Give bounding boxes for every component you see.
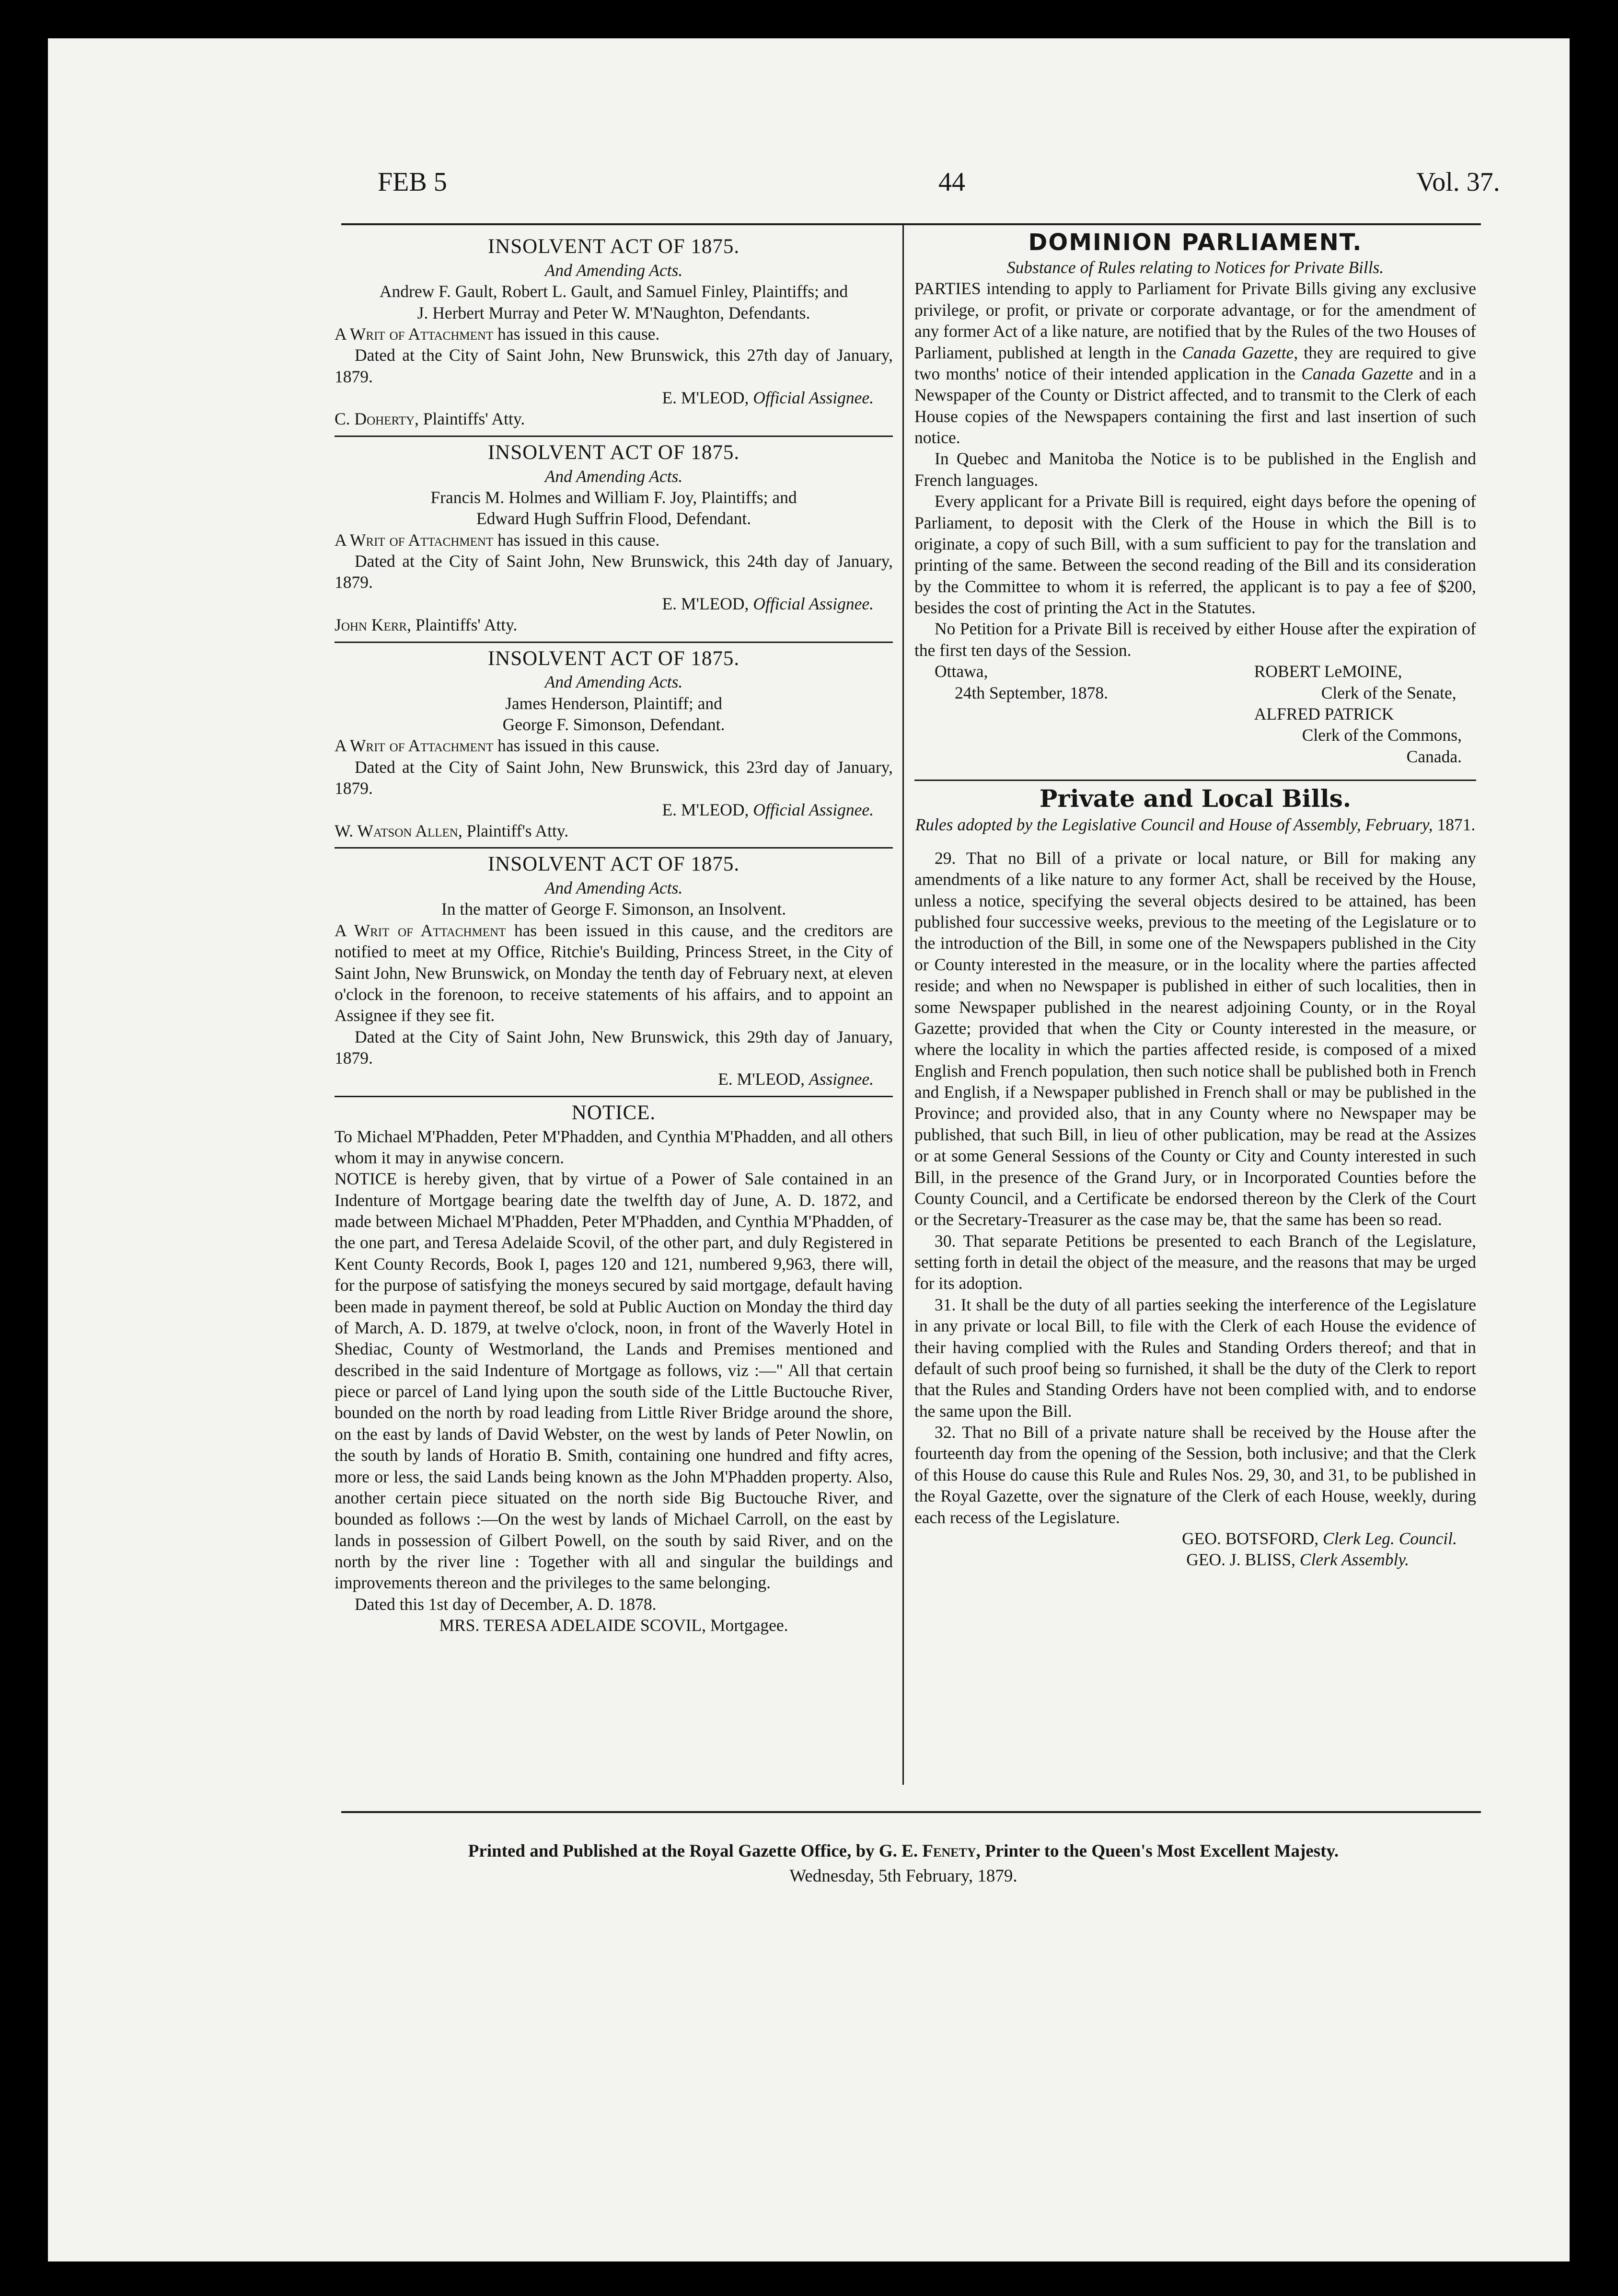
dominion-paragraph-3: Every applicant for a Private Bill is required, eight days before the opening of Parliament, to deposit with the Clerk of the House in which the Bill is to originate, a copy of such Bill, with a sum sufficient to pay for the translation and printing of the same. Between the second reading of the Bill and its consideration by the Committee to whom it is referred, the applicant is to pay a fee of $200, besides the cost of printing the Act in the Statutes. xyxy=(914,492,1476,617)
dominion-paragraph-4: No Petition for a Private Bill is received by either House after the expiration of the first ten days of the Session. xyxy=(914,619,1476,660)
notice-title: INSOLVENT ACT OF 1875. xyxy=(487,235,740,258)
assignee-name: E. M'LEOD, xyxy=(718,1069,809,1089)
private-local-bills-section xyxy=(914,784,1476,1571)
signer-name: GEO. J. BLISS, xyxy=(1186,1550,1300,1570)
notice-parties: Edward Hugh Suffrin Flood, Defendant. xyxy=(476,509,751,528)
writ-label: A Writ of Attachment xyxy=(335,920,506,940)
attorney-name: John Kerr xyxy=(335,615,407,635)
printer-name: Fenety xyxy=(922,1841,976,1861)
notice-parties: George F. Simonson, Defendant. xyxy=(502,715,725,734)
writ-label: A Writ of Attachment xyxy=(335,736,494,756)
dominion-paragraph-2: In Quebec and Manitoba the Notice is to be published in the English and French languages. xyxy=(914,449,1476,490)
notice-title: INSOLVENT ACT OF 1875. xyxy=(487,647,740,670)
right-column xyxy=(914,228,1476,1571)
gazette-name: Canada Gazette xyxy=(1182,343,1294,362)
writ-label: A Writ of Attachment xyxy=(335,530,494,550)
notice-title: INSOLVENT ACT OF 1875. xyxy=(487,853,740,876)
rule-29: 29. That no Bill of a private or local nature, or Bill for making any amendments of a like nature to any former Act, shall be received by the House, unless a notice, specifying the several objects desired to be attained, has been published four successive weeks, previous to the meeting of the Legislature or to the introduction of the Bill, in some one of the Newspapers published in the City or County interested in the measure, or in the locality where the parties affected reside; and when no Newspaper is published in either of such localities, then in some Newspaper published in the nearest adjoining County, or in the Royal Gazette; provided that when the City or County interested in the measure, or where the locality in which the parties affected reside, is composed of a mixed English and French population, then such notice shall be published both in French and English, if a Newspaper published in French shall or may be published in the Province; and provided also, that in any County where no Newspaper may be published, that such Bill, in lieu of other publication, may be read at the Assizes or at some General Sessions of the County or City and County interested in such Bill, in the presence of the Grand Jury, or in Incorporated Counties before the County Council, and a Certificate be endorsed thereon by the Clerk of the Court or the Secretary-Treasurer as the case may be, that the same has been so read. xyxy=(914,848,1476,1229)
notice-parties: James Henderson, Plaintiff; and xyxy=(505,693,722,713)
writ-text: has issued in this cause. xyxy=(493,324,660,344)
signer-name: GEO. BOTSFORD, xyxy=(1182,1528,1323,1548)
notice-title: NOTICE. xyxy=(571,1101,656,1124)
notice-dated: Dated at the City of Saint John, New Brunswick, this 27th day of January, 1879. xyxy=(335,345,893,386)
insolvent-notice-4 xyxy=(335,851,893,1090)
mortgage-sale-notice xyxy=(335,1100,893,1636)
dominion-parliament-section xyxy=(914,228,1476,767)
notice-subtitle: And Amending Acts. xyxy=(544,260,683,280)
footer-rule xyxy=(341,1811,1481,1813)
notice-dated: Dated this 1st day of December, A. D. 1878. xyxy=(355,1594,657,1614)
notice-subtitle: And Amending Acts. xyxy=(544,466,683,486)
insolvent-notice-3 xyxy=(335,646,893,842)
notice-parties: J. Herbert Murray and Peter W. M'Naughton, Defendants. xyxy=(417,303,810,322)
signer-name: ROBERT LeMOINE, xyxy=(1254,662,1402,681)
header-volume: Vol. 37. xyxy=(1416,167,1500,197)
imprint-text: , Printer to the Queen's Most Excellent Majesty. xyxy=(976,1841,1339,1861)
writ-text: has issued in this cause. xyxy=(493,736,660,756)
para-text: and in a Newspaper of the County or District affected, and to transmit to the Clerk of each House copies of the Newspapers containing the first and last insertion of such notice. xyxy=(914,364,1476,447)
date: 24th September, 1878. xyxy=(955,683,1109,702)
notice-addressees: To Michael M'Phadden, Peter M'Phadden, and Cynthia M'Phadden, and all others whom it may in anywise concern. xyxy=(335,1126,893,1167)
notice-dated: Dated at the City of Saint John, New Brunswick, this 24th day of January, 1879. xyxy=(335,551,893,592)
place: Ottawa, xyxy=(935,662,988,681)
signer-role: Clerk Leg. Council. xyxy=(1322,1528,1457,1548)
section-divider xyxy=(335,642,893,643)
attorney-name: W. Watson Allen xyxy=(335,821,458,840)
section-title: Private and Local Bills. xyxy=(1039,784,1352,813)
rule-32: 32. That no Bill of a private nature shall be received by the House after the fourteenth day from the opening of the Session, both inclusive; and that the Clerk of this House do cause this Rule and Rules Nos. 29, 30, and 31, to be published in the Royal Gazette, over the signature of the Clerk of each House, weekly, during each recess of the Legislature. xyxy=(914,1423,1476,1527)
printer-imprint xyxy=(331,1839,1476,1889)
section-subtitle-year: 1871. xyxy=(1437,815,1476,834)
signer-role: Clerk of the Senate, xyxy=(1321,683,1456,702)
dominion-clerks xyxy=(1254,661,1476,767)
dominion-place-date xyxy=(935,661,1108,767)
notice-body: NOTICE is hereby given, that by virtue of a Power of Sale contained in an Indenture of Mortgage bearing date the twelfth day of June, A. D. 1872, and made between Michael M'Phadden, Peter M'Phadden, and Cynthia M'Phadden, of the one part, and Teresa Adelaide Scovil, of the other part, and duly Registered in Kent County Records, Book I, pages 120 and 121, numbered 9,963, there will, for the purpose of satisfying the moneys secured by said mortgage, default having been made in payment thereof, be sold at Public Auction on Monday the third day of March, A. D. 1879, at twelve o'clock, noon, in front of the Waverly Hotel in Shediac, County of Westmorland, the Lands and Premises mentioned and described in the said Indenture of Mortgage as follows, viz :—" All that certain piece or parcel of Land lying upon the south side of the Little Buctouche River, bounded on the north by road leading from Little River Bridge around the shore, on the east by lands of David Webster, on the west by lands of Peter Nowlin, on the south by lands of Horatio B. Smith, containing one hundred and fifty acres, more or less, the said Lands being known as the John M'Phadden property. Also, another certain piece situated on the north side Big Buctouche River, and bounded as follows :—On the west by lands of Michael Carroll, on the east by lands in possession of Gilbert Powell, on the south by said River, and on the north by the river line : Together with all and singular the buildings and improvements thereon and the privileges to the same belonging. xyxy=(335,1169,893,1593)
imprint-date: Wednesday, 5th February, 1879. xyxy=(789,1866,1017,1886)
assignee-role: Official Assignee. xyxy=(753,388,874,407)
section-title: DOMINION PARLIAMENT. xyxy=(1028,229,1363,256)
assignee-name: E. M'LEOD, xyxy=(662,800,753,819)
signer-place: Canada. xyxy=(1406,746,1462,766)
para-text: , they are required to give two months' notice of their intended application in the xyxy=(914,343,1476,383)
insolvent-notice-1 xyxy=(335,234,893,430)
notice-signer: MRS. TERESA ADELAIDE SCOVIL, Mortgagee. xyxy=(439,1616,788,1635)
gazette-name: Canada Gazette xyxy=(1301,364,1413,383)
notice-dated: Dated at the City of Saint John, New Brunswick, this 29th day of January, 1879. xyxy=(335,1027,893,1068)
notice-subtitle: And Amending Acts. xyxy=(544,672,683,692)
signer-role: Clerk Assembly. xyxy=(1299,1550,1409,1570)
rule-30: 30. That separate Petitions be presented to each Branch of the Legislature, setting forth in detail the object of the measure, and the reasons that may be urged for its adoption. xyxy=(914,1231,1476,1293)
notice-matter: In the matter of George F. Simonson, an Insolvent. xyxy=(441,899,786,919)
notice-parties: Andrew F. Gault, Robert L. Gault, and Samuel Finley, Plaintiffs; and xyxy=(379,282,848,301)
header-page-number: 44 xyxy=(938,167,965,197)
dominion-paragraph-1 xyxy=(914,278,1476,448)
assignee-name: E. M'LEOD, xyxy=(662,594,753,613)
header-date: FEB 5 xyxy=(378,167,447,197)
notice-subtitle: And Amending Acts. xyxy=(544,878,683,897)
attorney-role: , Plaintiffs' Atty. xyxy=(414,409,525,429)
assignee-role: Assignee. xyxy=(809,1069,874,1089)
signer-role: Clerk of the Commons, xyxy=(1302,725,1462,745)
writ-label: A Writ of Attachment xyxy=(335,324,494,344)
signer-name: ALFRED PATRICK xyxy=(1254,704,1394,723)
notice-title: INSOLVENT ACT OF 1875. xyxy=(487,441,740,464)
notice-parties: Francis M. Holmes and William F. Joy, Plaintiffs; and xyxy=(430,487,797,507)
column-divider xyxy=(902,225,904,1785)
writ-text: has issued in this cause. xyxy=(493,530,660,550)
section-divider xyxy=(914,780,1476,781)
attorney-role: , Plaintiff's Atty. xyxy=(458,821,569,840)
para-text: PARTIES intending to apply to Parliament for Private Bills giving any exclusive privilege, or profit, or private or corporate advantage, or for the amendment of any former Act of a like nature, are notified that by the Rules of the two Houses of Parliament, published at length in the xyxy=(914,279,1476,362)
section-subtitle: Substance of Rules relating to Notices for Private Bills. xyxy=(1006,258,1384,277)
rule-31: 31. It shall be the duty of all parties seeking the interference of the Legislature in any private or local Bill, to file with the Clerk of each House the evidence of their having complied with the Rules and Standing Orders thereof; and that in default of such proof being so furnished, it shall be the duty of the Clerk to report that the Rules and Standing Orders have not been complied with, and to endorse the same upon the Bill. xyxy=(914,1295,1476,1421)
dominion-signatures xyxy=(914,661,1476,767)
left-column xyxy=(335,234,893,1636)
attorney-name: C. Doherty xyxy=(335,409,415,429)
notice-dated: Dated at the City of Saint John, New Brunswick, this 23rd day of January, 1879. xyxy=(335,757,893,798)
section-subtitle: Rules adopted by the Legislative Council and House of Assembly, February, xyxy=(915,815,1437,834)
insolvent-notice-2 xyxy=(335,440,893,636)
section-divider xyxy=(335,847,893,849)
imprint-text: Printed and Published at the Royal Gazette Office, by G. E. xyxy=(468,1841,923,1861)
attorney-role: , Plaintiffs' Atty. xyxy=(407,615,518,635)
section-divider xyxy=(335,1096,893,1097)
notice-body: has been issued in this cause, and the creditors are notified to meet at my Office, Ritchie's Building, Princess Street, in the City of Saint John, New Brunswick, on Monday the tenth day of February next, at eleven o'clock in the forenoon, to receive statements of his affairs, and to appoint an Assignee if they see fit. xyxy=(335,920,893,1025)
assignee-name: E. M'LEOD, xyxy=(662,388,753,407)
header-rule xyxy=(341,223,1481,225)
assignee-role: Official Assignee. xyxy=(753,594,874,613)
assignee-role: Official Assignee. xyxy=(753,800,874,819)
section-divider xyxy=(335,436,893,437)
